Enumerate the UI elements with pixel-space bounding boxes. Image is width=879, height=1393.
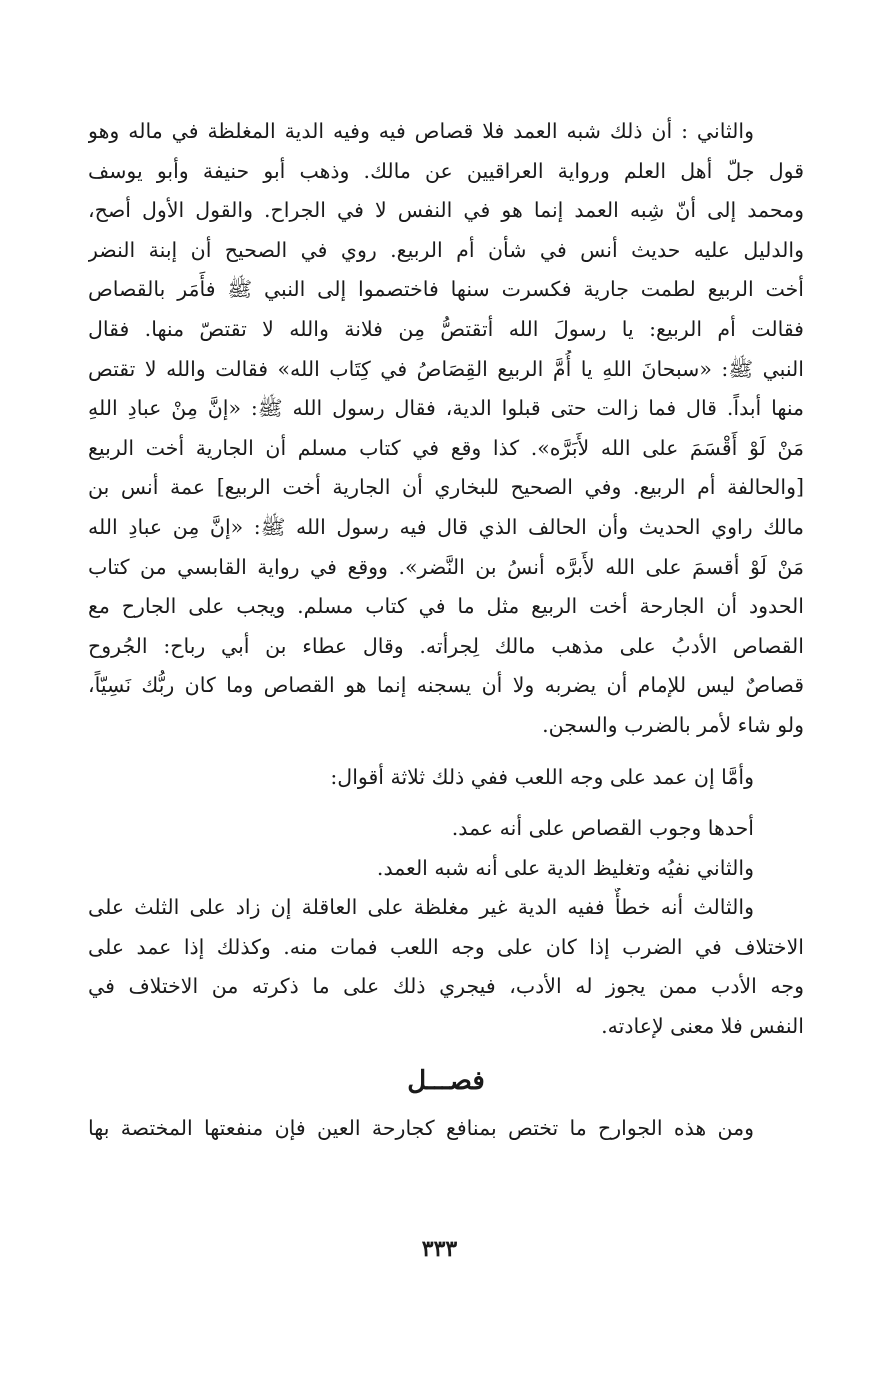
text-line: قصاصٌ ليس للإمام أن يضربه ولا أن يسجنه إنما هو القصاص وما كان ربُّك نَسِيّاً، [88, 673, 804, 698]
text-line: مَنْ لَوْ أقسمَ على الله لأَبرَّه أنسُ بن النَّضر». ووقع في رواية القابسي من كتاب [88, 554, 804, 579]
text-line: الاختلاف في الضرب إذا كان على وجه اللعب فمات منه. وكذلك إذا عمد على [88, 934, 804, 959]
text-line: وجه الأدب ممن يجوز له الأدب، فيجري ذلك على ما ذكرته من الاختلاف في [88, 974, 804, 999]
paragraph-1 [88, 112, 804, 746]
text-line: النفس فلا معنى لإعادته. [601, 1014, 804, 1039]
paragraph-gap [88, 746, 804, 758]
text-line: القصاص الأدبُ على مذهب مالك لِجرأته. وقال عطاء بن أبي رباح: الجُروح [88, 633, 804, 658]
text-line: والدليل عليه حديث أنس في شأن أم الربيع. روي في الصحيح أن إبنة النضر [88, 237, 804, 262]
text-line: منها أبداً. قال فما زالت حتى قبلوا الدية، فقال رسول الله ﷺ: «إنَّ مِنْ عبادِ اللهِ [88, 396, 804, 421]
text-line: فقالت أم الربيع: يا رسولَ الله أتقتصُّ مِن فلانة والله لا تقتصّ منها. فقال [88, 316, 804, 341]
opinion-2: والثاني نفيُه وتغليظ الدية على أنه شبه العمد. [376, 855, 754, 880]
text-line: مالك راوي الحديث وأن الحالف الذي قال فيه رسول الله ﷺ: «إنَّ مِن عبادِ الله [88, 514, 804, 539]
page-body [88, 112, 804, 1148]
text-line: الحدود أن الجارحة أخت الربيع مثل ما في كتاب مسلم. ويجب على الجارح مع [88, 594, 804, 619]
text-line: ولو شاء لأمر بالضرب والسجن. [542, 712, 804, 737]
text-line: والثاني : أن ذلك شبه العمد فلا قصاص فيه وفيه الدية المغلظة في ماله وهو [88, 119, 754, 143]
text-line: أخت الربيع لطمت جارية فكسرت سنها فاختصموا إلى النبي ﷺ فأَمَر بالقصاص [88, 277, 804, 302]
text-line: قول جلّ أهل العلم ورواية العراقيين عن مالك. وذهب أبو حنيفة وأبو يوسف [88, 158, 804, 183]
page-number: ٣٣٣ [421, 1236, 458, 1262]
text-line: النبي ﷺ: «سبحانَ اللهِ يا أُمَّ الربيع القِصَاصُ في كِتَاب الله» فقالت والله لا تقتص [88, 356, 804, 381]
paragraph-gap [88, 797, 804, 809]
opinion-1: أحدها وجوب القصاص على أنه عمد. [451, 816, 754, 841]
paragraph-2-intro: وأمَّا إن عمد على وجه اللعب ففي ذلك ثلاثة أقوال: [330, 764, 754, 789]
text-line: والثالث أنه خطأٌ ففيه الدية غير مغلظة على العاقلة إن زاد على الثلث على [88, 895, 754, 920]
section-first-line: ومن هذه الجوارح ما تختص بمنافع كجارحة العين فإن منفعتها المختصة بها [88, 1115, 754, 1140]
text-line: مَنْ لَوْ أَقْسَمَ على الله لأَبَرَّه». كذا وقع في كتاب مسلم أن الجارية أخت الربيع [88, 435, 804, 460]
text-line: [والحالفة أم الربيع. وفي الصحيح للبخاري أن الجارية أخت الربيع] عمة أنس بن [88, 475, 804, 500]
text-line: ومحمد إلى أنّ شِبه العمد إنما هو في النفس لا في الجراح. والقول الأول أصح، [88, 198, 804, 223]
opinion-3 [88, 888, 804, 1046]
section-heading: فصـــل [407, 1065, 485, 1096]
